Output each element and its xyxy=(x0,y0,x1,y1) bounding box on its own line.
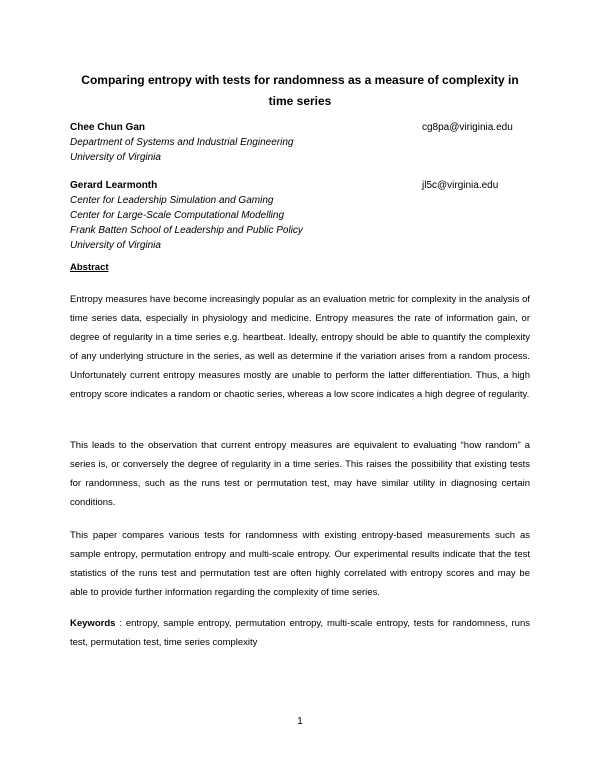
author-name: Gerard Learmonth xyxy=(70,180,158,191)
page-number: 1 xyxy=(297,716,303,727)
author-block-2 xyxy=(70,178,530,253)
abstract-paragraph: This leads to the observation that current entropy measures are equivalent to evaluating “how random” a series is, or conversely the degree of regularity in a time series. This raises the possibility that existing tests for randomness, such as the runs test or permutation test, may have similar utility in diagnosing certain conditions. xyxy=(70,440,530,508)
author-email: cg8pa@viriginia.edu xyxy=(422,122,513,133)
author-name: Chee Chun Gan xyxy=(70,122,146,133)
author-email: jl5c@virginia.edu xyxy=(422,180,499,191)
author-affiliation: University of Virginia xyxy=(70,240,161,251)
author-affiliation: Department of Systems and Industrial Engineering xyxy=(70,137,294,148)
author-affiliation: Center for Leadership Simulation and Gaming xyxy=(70,195,274,206)
keywords-label: Keywords xyxy=(70,618,116,629)
abstract-paragraph: This paper compares various tests for randomness with existing entropy-based measurements such as sample entropy, permutation entropy and multi-scale entropy. Our experimental results indicate that the test statistics of the runs test and permutation test are often highly correlated with entropy scores and may be able to provide further information regarding the complexity of time series. xyxy=(70,530,530,598)
author-affiliation: University of Virginia xyxy=(70,152,161,163)
paper-title: Comparing entropy with tests for randomness as a measure of complexity in time series xyxy=(81,73,519,108)
abstract-heading: Abstract xyxy=(70,262,109,273)
author-affiliation: Frank Batten School of Leadership and Public Policy xyxy=(70,225,303,236)
abstract-paragraph: Entropy measures have become increasingly popular as an evaluation metric for complexity in the analysis of time series data, especially in physiology and medicine. Entropy measures the rate of information gain, or degree of regularity in a time series e.g. heartbeat. Ideally, entropy should be able to quantify the complexity of any underlying structure in the series, as well as determine if the variation arises from a random process. Unfortunately current entropy measures mostly are unable to perform the latter differentiation. Thus, a high entropy score indicates a random or chaotic series, whereas a low score indicates a high degree of regularity. xyxy=(70,294,530,400)
keywords-text: : entropy, sample entropy, permutation entropy, multi-scale entropy, tests for randomness, runs test, permutation test, time series complexity xyxy=(70,618,530,648)
author-affiliation: Center for Large-Scale Computational Modelling xyxy=(70,210,285,221)
keywords xyxy=(70,614,530,652)
author-block-1 xyxy=(70,120,530,165)
